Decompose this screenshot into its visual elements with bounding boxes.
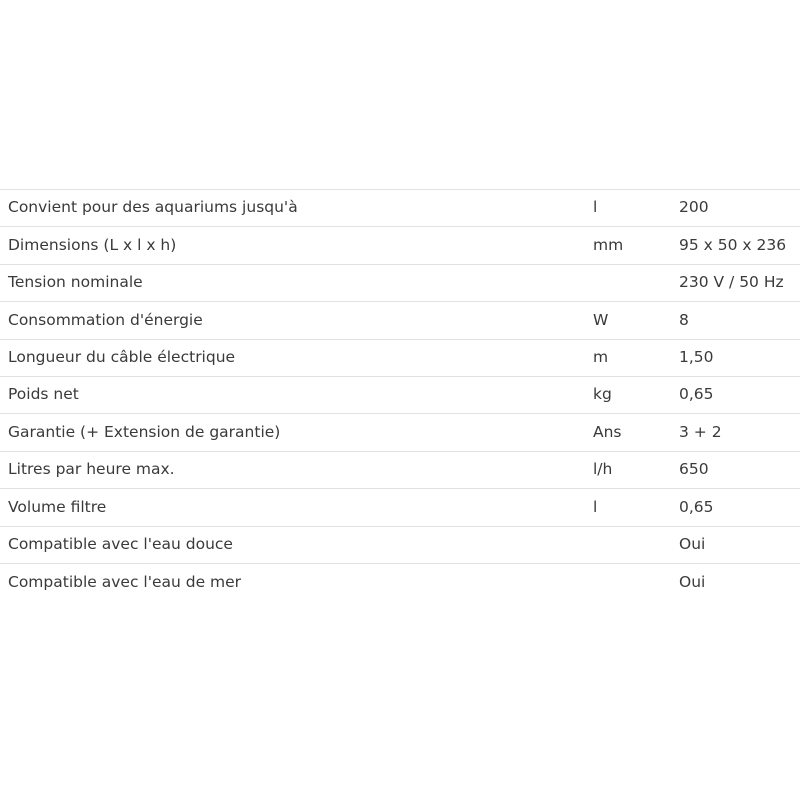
spec-value: 8 [679,310,689,329]
table-row [0,377,800,414]
spec-label: Volume filtre [8,497,107,516]
spec-unit: m [593,348,609,366]
spec-value: 1,50 [679,348,714,366]
table-row [0,564,800,601]
spec-unit: l [593,497,598,516]
spec-value: Oui [679,572,706,591]
table-row [0,414,800,451]
table-row [0,227,800,264]
spec-value: 95 x 50 x 236 [679,235,787,254]
spec-label: Litres par heure max. [8,460,175,479]
table-row [0,265,800,302]
table-row [0,452,800,489]
spec-table [0,189,800,601]
spec-unit: mm [593,235,624,254]
spec-unit: Ans [593,422,622,441]
spec-value: 200 [679,198,709,217]
spec-unit: l [593,198,598,217]
spec-label: Longueur du câble électrique [8,348,236,366]
spec-value: 3 + 2 [679,422,722,441]
spec-value: 650 [679,460,709,479]
spec-label: Poids net [8,385,79,404]
table-row [0,190,800,227]
spec-label: Garantie (+ Extension de garantie) [8,422,281,441]
spec-value: 0,65 [679,385,714,404]
table-row [0,340,800,377]
spec-label: Consommation d'énergie [8,310,203,329]
spec-value: 0,65 [679,497,714,516]
table-row [0,302,800,339]
spec-label: Tension nominale [8,273,143,292]
spec-unit: kg [593,385,612,404]
spec-unit: W [593,310,609,329]
table-row [0,527,800,564]
spec-unit: l/h [593,460,613,479]
spec-value: Oui [679,534,706,553]
spec-label: Dimensions (L x l x h) [8,235,177,254]
spec-label: Convient pour des aquariums jusqu'à [8,198,298,217]
table-row [0,489,800,526]
spec-value: 230 V / 50 Hz [679,273,784,292]
spec-label: Compatible avec l'eau douce [8,534,233,553]
spec-label: Compatible avec l'eau de mer [8,572,242,591]
